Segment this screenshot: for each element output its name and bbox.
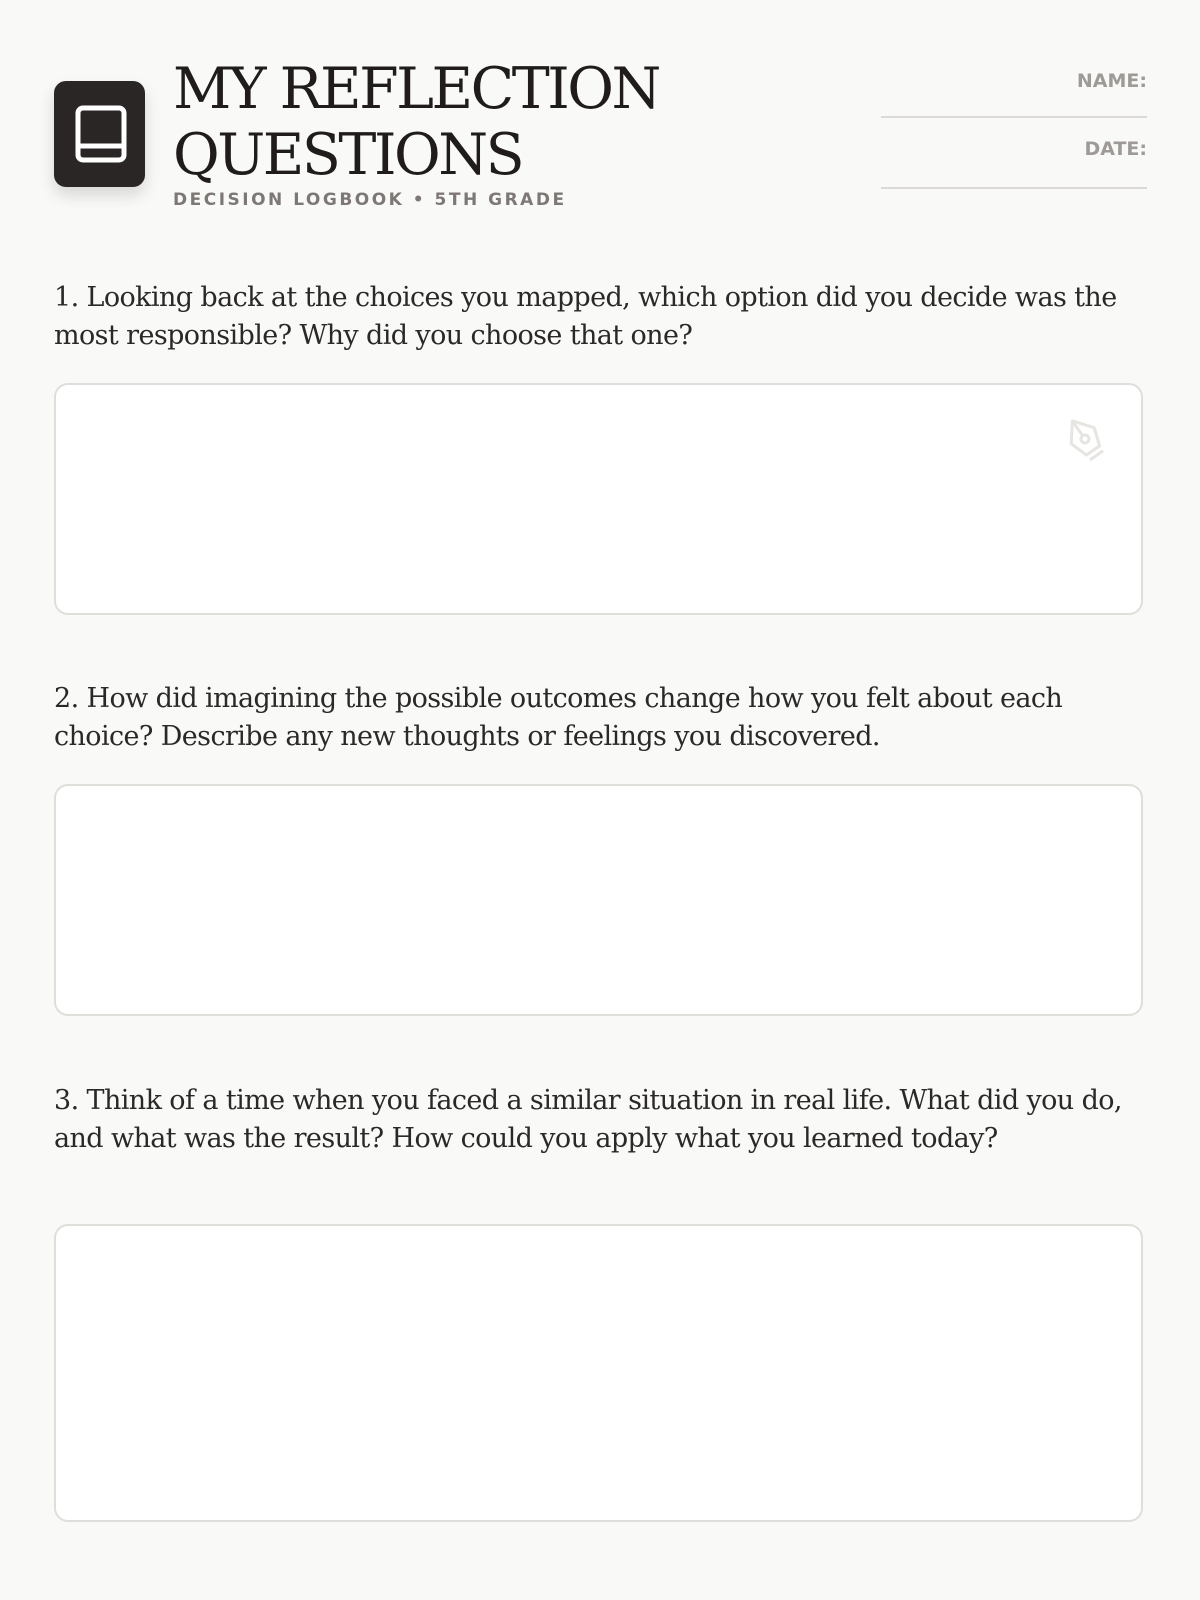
question-1-text: 1. Looking back at the choices you mapped, which option did you decide was the most responsible? Why did you choose that one? — [54, 282, 1117, 351]
title-line-1: MY REFLECTION — [173, 56, 659, 122]
date-label: DATE: — [1084, 138, 1147, 160]
answer-box-2[interactable] — [54, 784, 1143, 1016]
pen-nib-icon — [1059, 413, 1111, 465]
answer-box-3[interactable] — [54, 1224, 1143, 1522]
page-title — [173, 56, 659, 188]
book-icon — [75, 105, 127, 163]
logo — [54, 81, 145, 187]
answer-box-1[interactable] — [54, 383, 1143, 615]
name-field[interactable] — [881, 56, 1147, 118]
question-2-text: 2. How did imagining the possible outcomes change how you felt about each choice? Describe any new thoughts or feelings you discovered. — [54, 683, 1063, 752]
date-field[interactable] — [881, 118, 1147, 189]
title-line-2: QUESTIONS — [173, 122, 523, 188]
page-subtitle: DECISION LOGBOOK • 5TH GRADE — [173, 190, 567, 210]
question-3-text: 3. Think of a time when you faced a similar situation in real life. What did you do, and what was the result? How could you apply what you learned today? — [54, 1085, 1122, 1154]
name-label: NAME: — [1076, 70, 1147, 92]
header — [54, 56, 1147, 216]
name-date-fields — [881, 56, 1147, 189]
